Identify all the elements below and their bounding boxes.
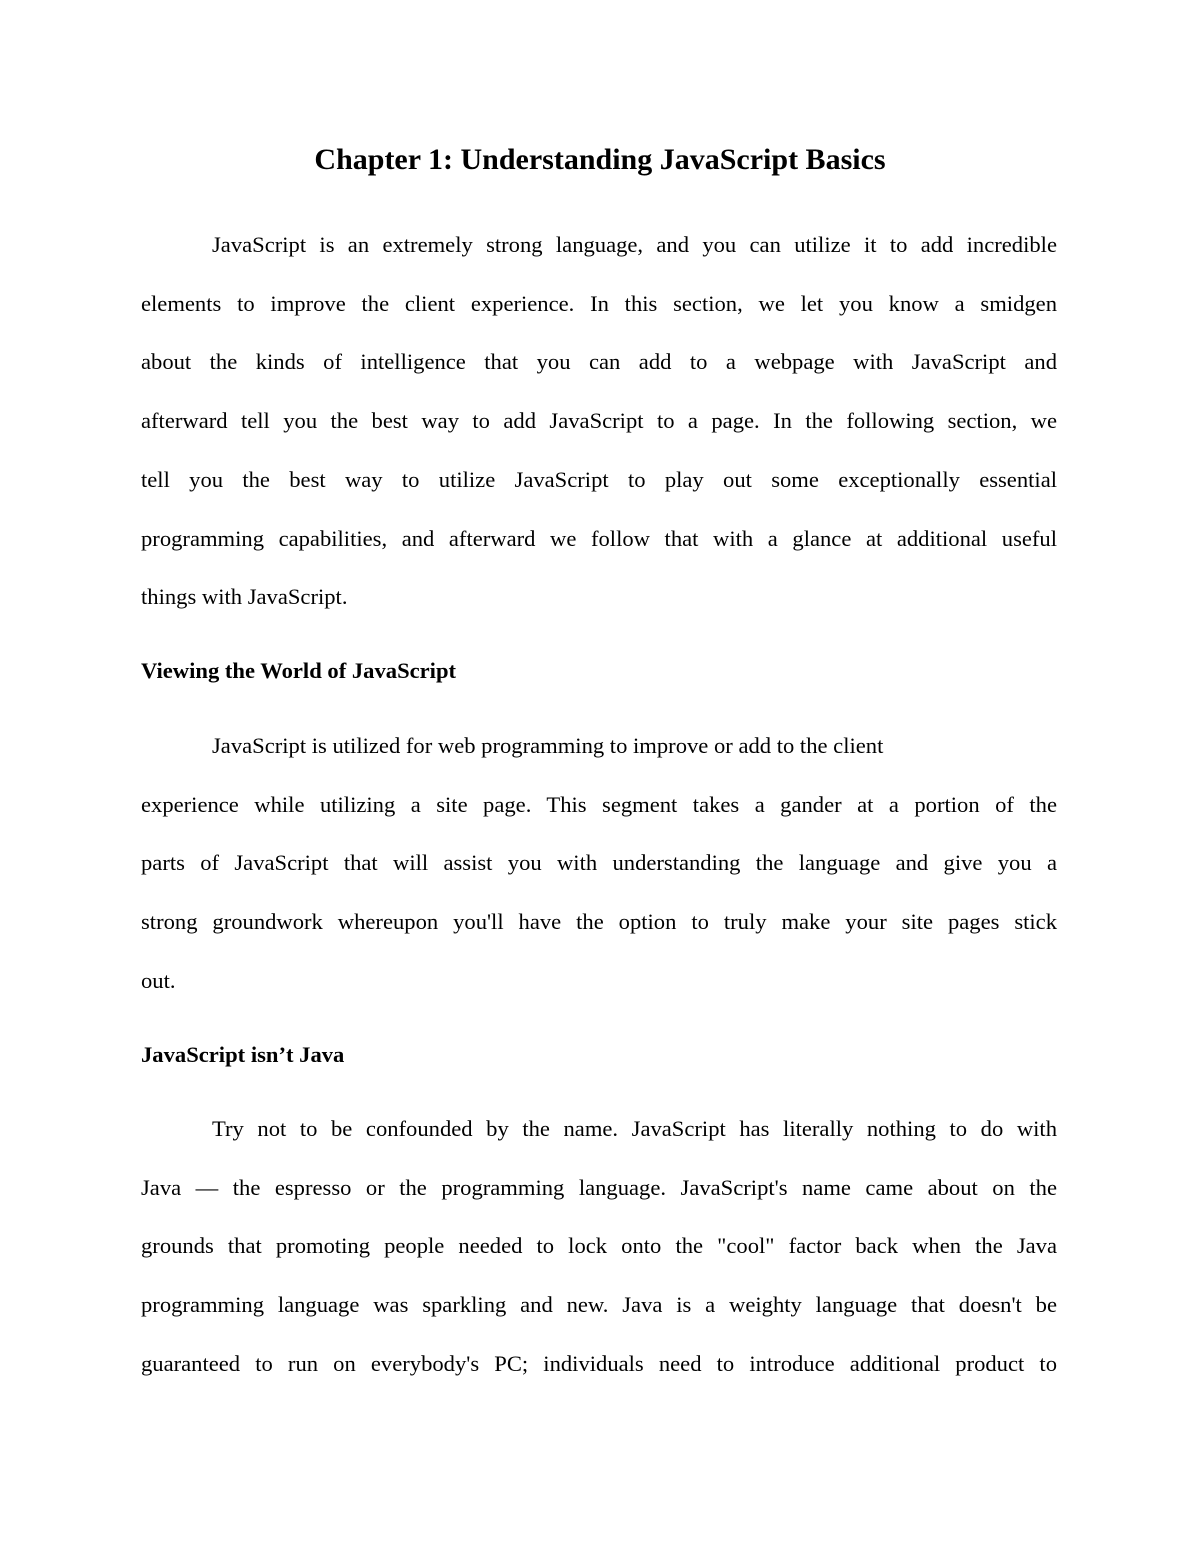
- paragraph-line: guaranteed to run on everybody's PC; individuals need to introduce additional product to: [141, 1350, 1057, 1376]
- paragraph-javascript-isnt-java: [141, 1100, 1057, 1394]
- paragraph-line: afterward tell you the best way to add JavaScript to a page. In the following section, we: [141, 408, 1057, 434]
- paragraph-line: tell you the best way to utilize JavaScript to play out some exceptionally essential: [141, 466, 1057, 492]
- paragraph-line: Java — the espresso or the programming language. JavaScript's name came about on the: [141, 1174, 1057, 1200]
- paragraph-line: strong groundwork whereupon you'll have the option to truly make your site pages stick: [141, 909, 1057, 935]
- paragraph-intro: [141, 216, 1057, 627]
- paragraph-line: things with JavaScript.: [141, 584, 348, 610]
- paragraph-line: experience while utilizing a site page. This segment takes a gander at a portion of the: [141, 791, 1057, 817]
- paragraph-line: about the kinds of intelligence that you can add to a webpage with JavaScript and: [141, 349, 1057, 375]
- paragraph-line: Try not to be confounded by the name. JavaScript has literally nothing to do with: [212, 1116, 1057, 1141]
- section-heading-javascript-isnt-java: JavaScript isn’t Java: [141, 1042, 345, 1067]
- paragraph-line: programming language was sparkling and new. Java is a weighty language that doesn't be: [141, 1292, 1057, 1318]
- page-title: Chapter 1: Understanding JavaScript Basics: [314, 143, 886, 176]
- paragraph-line: grounds that promoting people needed to lock onto the "cool" factor back when the Java: [141, 1233, 1057, 1259]
- paragraph-line: JavaScript is an extremely strong language, and you can utilize it to add incredible: [212, 232, 1057, 257]
- section-heading-viewing-world: Viewing the World of JavaScript: [141, 658, 457, 683]
- paragraph-line: out.: [141, 967, 176, 993]
- paragraph-line: elements to improve the client experience. In this section, we let you know a smidgen: [141, 290, 1057, 316]
- paragraph-line: JavaScript is utilized for web programming to improve or add to the client: [212, 733, 884, 758]
- paragraph-viewing-world: [141, 717, 1057, 1011]
- paragraph-line: programming capabilities, and afterward we follow that with a glance at additional useful: [141, 525, 1057, 551]
- paragraph-line: parts of JavaScript that will assist you with understanding the language and give you a: [141, 850, 1057, 876]
